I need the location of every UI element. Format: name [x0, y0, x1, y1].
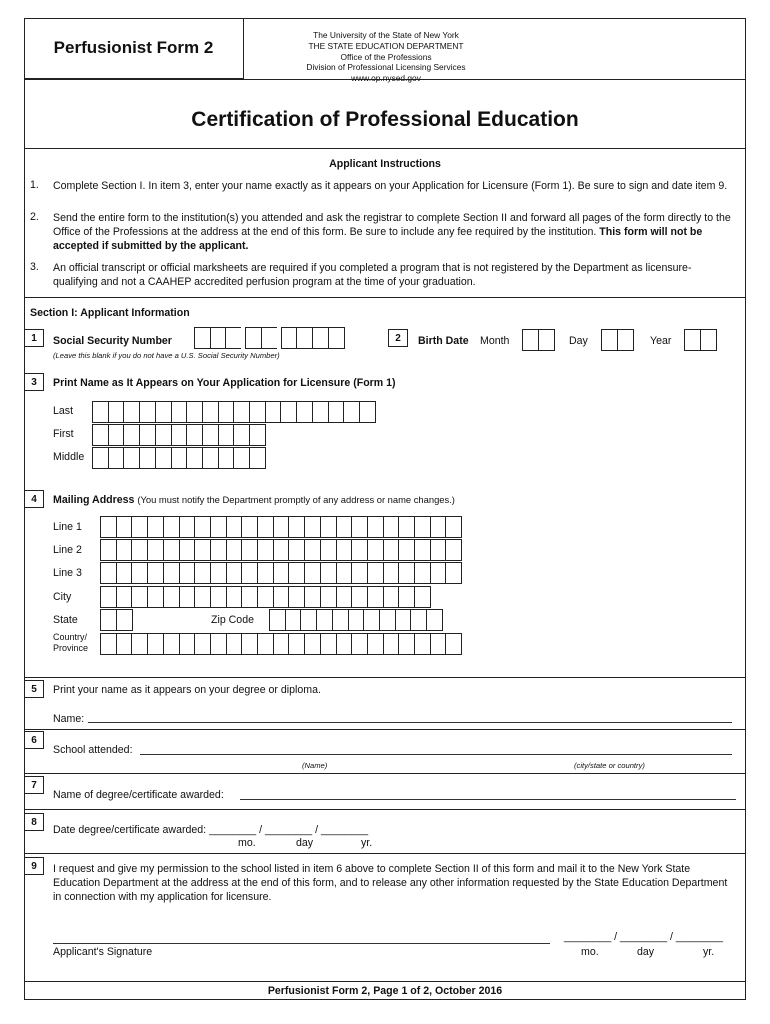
country-input[interactable] — [100, 633, 461, 655]
birth-day-input[interactable] — [601, 329, 632, 351]
middle-name-label: Middle — [53, 451, 85, 463]
city-label: City — [53, 591, 72, 603]
instructions-divider — [24, 297, 746, 298]
sig-mo-caption: mo. — [581, 946, 599, 958]
city-input[interactable] — [100, 586, 430, 608]
item7-divider — [24, 773, 746, 774]
line1-label: Line 1 — [53, 521, 82, 533]
birthdate-label: Birth Date — [418, 335, 469, 347]
footer-divider — [24, 981, 746, 982]
address-line1-input[interactable] — [100, 516, 461, 538]
mo-caption: mo. — [238, 837, 256, 849]
section-heading: Section I: Applicant Information — [30, 307, 190, 319]
first-name-input[interactable] — [92, 424, 265, 446]
school-label: School attended: — [53, 744, 133, 756]
item5-divider — [24, 677, 746, 678]
degree-date-label — [53, 824, 368, 836]
item-number-6: 6 — [24, 731, 44, 749]
instruction-warning: This form will not be accepted if submitted by the applicant. — [53, 226, 703, 252]
last-name-input[interactable] — [92, 401, 375, 423]
agency-line: Office of the Professions — [340, 51, 432, 62]
instruction-text — [53, 211, 733, 253]
name-input[interactable] — [88, 722, 732, 723]
print-name-label: Print Name as It Appears on Your Application for Licensure (Form 1) — [53, 377, 396, 389]
degree-date-text: Date degree/certificate awarded: — [53, 824, 207, 836]
item-number-7: 7 — [24, 776, 44, 794]
item-number-9: 9 — [24, 857, 44, 875]
country-label-line: Country/ — [53, 632, 88, 642]
birth-month-label: Month — [480, 335, 510, 347]
zip-input[interactable] — [269, 609, 442, 631]
item-number-5: 5 — [24, 680, 44, 698]
mailing-address-note: (You must notify the Department promptly of any address or name changes.) — [137, 494, 455, 505]
agency-line: Division of Professional Licensing Services — [306, 62, 466, 73]
mailing-address-heading — [53, 494, 455, 506]
instructions-heading: Applicant Instructions — [329, 158, 441, 170]
page-title: Certification of Professional Education — [191, 108, 579, 131]
first-name-label: First — [53, 428, 74, 440]
degree-date-input[interactable]: ________ / ________ / ________ — [209, 824, 369, 836]
last-name-label: Last — [53, 405, 74, 417]
item8-divider — [24, 809, 746, 810]
instruction-number: 2. — [30, 211, 39, 223]
school-input[interactable] — [140, 754, 732, 755]
title-divider — [24, 148, 746, 149]
mailing-address-label: Mailing Address — [53, 494, 135, 506]
country-label-line: Province — [53, 643, 89, 653]
name-label: Name: — [53, 713, 85, 725]
agency-line: The University of the State of New York — [313, 30, 459, 40]
state-label: State — [53, 614, 78, 626]
item-number-8: 8 — [24, 813, 44, 831]
instruction-text: An official transcript or official marksheets are required if you completed a program that is not registered by the Department as licensure-qualifying and not a CAAHEP accredited perfusion program at the time of your graduation. — [53, 262, 692, 288]
birth-year-label: Year — [650, 335, 672, 347]
item-number-3: 3 — [24, 373, 44, 391]
line2-label: Line 2 — [53, 544, 82, 556]
item-number-1: 1 — [24, 329, 44, 347]
signature-date-input[interactable]: ________ / ________ / ________ — [564, 931, 724, 943]
degree-label: Name of degree/certificate awarded: — [53, 789, 224, 801]
item6-divider — [24, 729, 746, 730]
country-label — [53, 632, 88, 654]
agency-line: THE STATE EDUCATION DEPARTMENT — [308, 40, 464, 51]
ssn-label: Social Security Number — [53, 335, 172, 347]
birth-month-input[interactable] — [522, 329, 553, 351]
address-line2-input[interactable] — [100, 539, 461, 561]
instruction-number: 1. — [30, 179, 39, 191]
school-city-caption: (city/state or country) — [574, 761, 645, 770]
instruction-number: 3. — [30, 261, 39, 273]
address-line3-input[interactable] — [100, 562, 461, 584]
form-title: Perfusionist Form 2 — [24, 18, 244, 79]
agency-url[interactable]: www.op.nysed.gov — [351, 73, 421, 84]
ssn-note: (Leave this blank if you do not have a U.S. Social Security Number) — [53, 351, 280, 360]
item-number-2: 2 — [388, 329, 408, 347]
signature-input[interactable] — [53, 943, 550, 944]
birth-year-input[interactable] — [684, 329, 715, 351]
instruction-text: Complete Section I. In item 3, enter your name exactly as it appears on your Application for Licensure (Form 1). Be sure to sign and date item 9. — [53, 180, 728, 192]
zip-label: Zip Code — [211, 614, 254, 626]
school-name-caption: (Name) — [302, 761, 328, 770]
instruction-body: Send the entire form to the institution(s) you attended and ask the registrar to complete Section II and forward all pages of the form directly to the Office of the Professions at the address at the end of this form. Be sure to include any fee required by the institution. — [53, 212, 731, 238]
middle-name-input[interactable] — [92, 447, 265, 469]
line3-label: Line 3 — [53, 567, 82, 579]
birth-day-label: Day — [569, 335, 588, 347]
state-input[interactable] — [100, 609, 131, 631]
sig-day-caption: day — [637, 946, 655, 958]
page-footer: Perfusionist Form 2, Page 1 of 2, October 2016 — [267, 985, 503, 997]
degree-name-instruction: Print your name as it appears on your degree or diploma. — [53, 684, 321, 696]
day-caption: day — [296, 837, 314, 849]
consent-text: I request and give my permission to the school listed in item 6 above to complete Section II of this form and mail it to the New York State Education Department at the address at the end of this form, and to release any other information requested by the State Education Department in connection with my application for licensure. — [53, 863, 728, 903]
sig-yr-caption: yr. — [703, 946, 715, 958]
degree-input[interactable] — [240, 799, 736, 800]
yr-caption: yr. — [361, 837, 373, 849]
signature-label: Applicant's Signature — [53, 946, 153, 958]
ssn-input[interactable] — [194, 327, 343, 349]
item-number-4: 4 — [24, 490, 44, 508]
agency-block — [262, 30, 510, 84]
item9-divider — [24, 853, 746, 854]
